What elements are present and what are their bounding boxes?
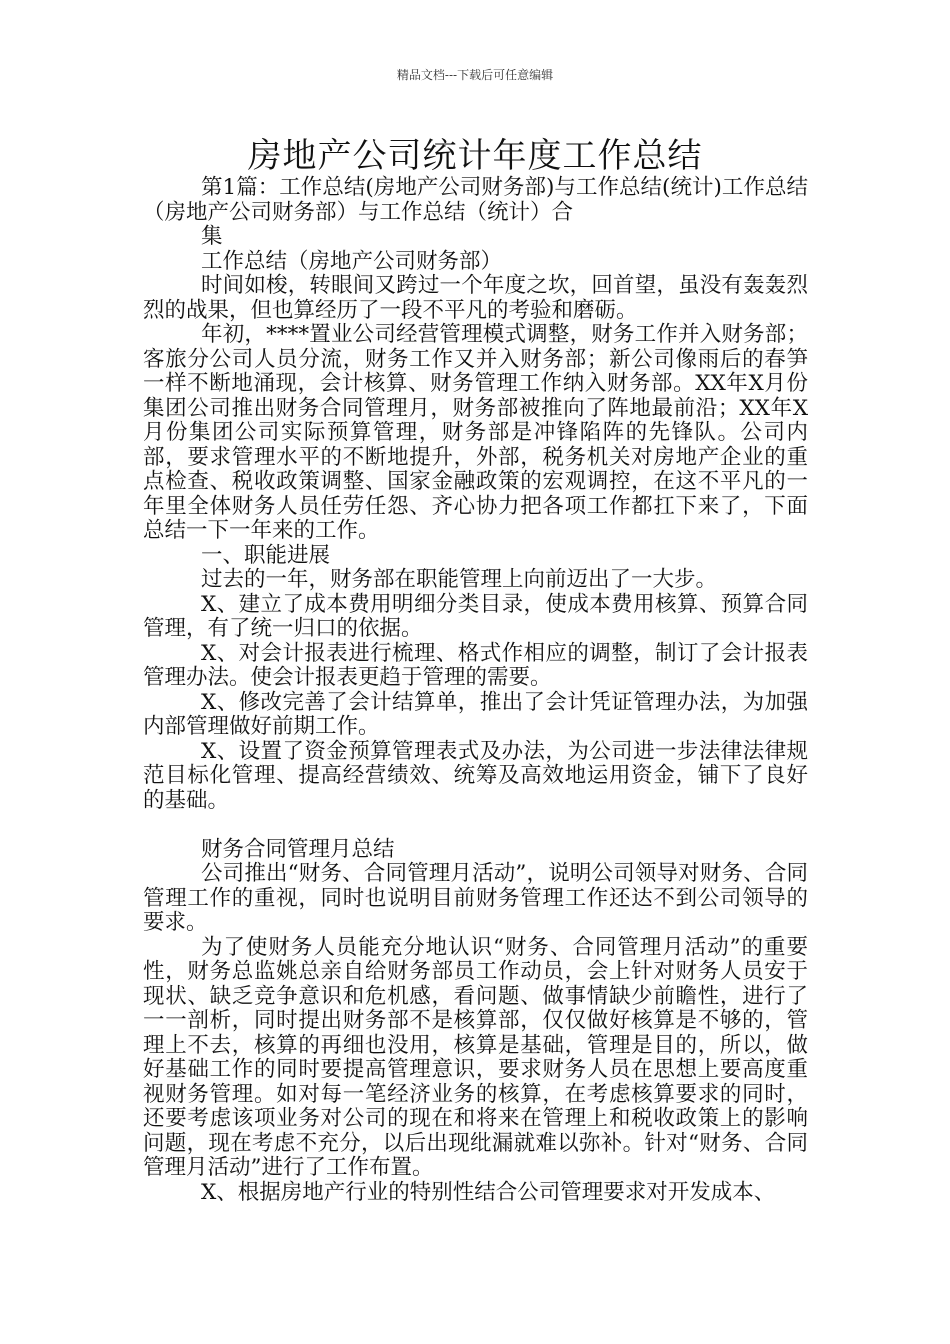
paragraph: 公司推出“财务、合同管理月活动”，说明公司领导对财务、合同管理工作的重视，同时也说明目前财务管理工作还达不到公司领导的要求。 [143,861,808,935]
section-title: 财务合同管理月总结 [201,836,395,862]
list-item: X、根据房地产行业的特别性结合公司管理要求对开发成本、 [201,1179,776,1205]
paragraph: 时间如梭，转眼间又跨过一个年度之坎，回首望，虽没有轰轰烈烈的战果，但也算经历了一段不平凡的考验和磨砺。 [143,273,808,323]
list-item: X、修改完善了会计结算单，推出了会计凭证管理办法，为加强内部管理做好前期工作。 [143,689,808,739]
chapter-heading: 第1篇：工作总结(房地产公司财务部)与工作总结(统计)工作总结（房地产公司财务部）与工作总结（统计）合 [143,175,808,225]
paragraph: 为了使财务人员能充分地认识“财务、合同管理月活动”的重要性，财务总监姚总亲自给财务部员工作动员，会上针对财务人员安于现状、缺乏竞争意识和危机感，看问题、做事情缺少前瞻性，进行了一一剖析，同时提出财务部不是核算部，仅仅做好核算是不够的，管理上不去，核算的再细也没用，核算是基础，管理是目的，所以，做好基础工作的同时要提高管理意识，要求财务人员在思想上要高度重视财务管理。如对每一笔经济业务的核算，在考虑核算要求的同时，还要考虑该项业务对公司的现在和将来在管理上和税收政策上的影响问题，现在考虑不充分，以后出现纰漏就难以弥补。针对“财务、合同管理月活动”进行了工作布置。 [143,934,808,1180]
list-item: X、建立了成本费用明细分类目录，使成本费用核算、预算合同管理，有了统一归口的依据。 [143,591,808,641]
list-item: X、对会计报表进行梳理、格式作相应的调整，制订了会计报表管理办法。使会计报表更趋于管理的需要。 [143,640,808,690]
section-heading: 一、职能进展 [201,542,331,568]
paragraph: 过去的一年，财务部在职能管理上向前迈出了一大步。 [201,567,718,592]
blank-line [143,813,808,838]
paragraph: 年初，****置业公司经营管理模式调整，财务工作并入财务部；客旅分公司人员分流，财务工作又并入财务部；新公司像雨后的春笋一样不断地涌现，会计核算、财务管理工作纳入财务部。XX年X月份集团公司推出财务合同管理月，财务部被推向了阵地最前沿；XX年X月份集团公司实际预算管理，财务部是冲锋陷阵的先锋队。公司内部，要求管理水平的不断地提升，外部，税务机关对房地产企业的重点检查、税收政策调整、国家金融政策的宏观调控，在这不平凡的一年里全体财务人员任劳任怨、齐心协力把各项工作都扛下来了，下面总结一下一年来的工作。 [143,322,808,543]
chapter-heading-continued: 集 [201,224,223,249]
document-title: 房地产公司统计年度工作总结 [247,136,703,176]
page-header: 精品文档---下载后可任意编辑 [396,68,554,82]
document-body [143,176,808,1205]
section-title: 工作总结（房地产公司财务部） [201,248,503,274]
list-item: X、设置了资金预算管理表式及办法，为公司进一步法律法律规范目标化管理、提高经营绩效、统筹及高效地运用资金，铺下了良好的基础。 [143,738,808,813]
